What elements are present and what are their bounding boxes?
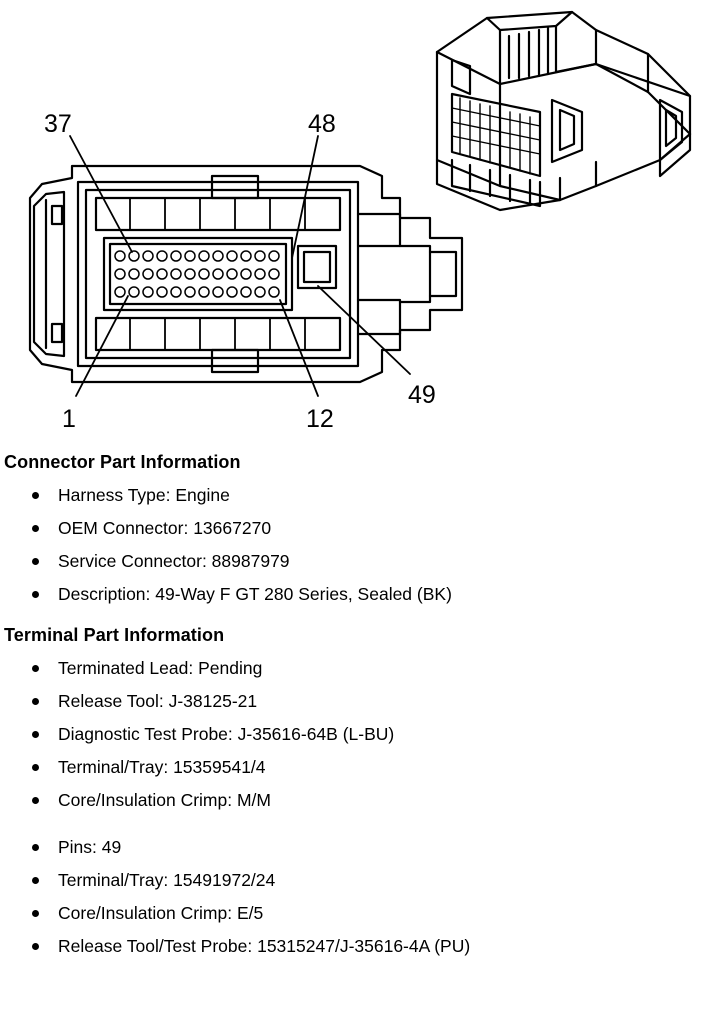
list-item: [0, 864, 704, 897]
list-item-label: Core/Insulation Crimp: E/5: [58, 903, 264, 923]
bullet-icon: [32, 665, 39, 672]
bullet-icon: [32, 731, 39, 738]
connector-front-view: [30, 166, 462, 382]
terminal-part-information-list-group-1: [0, 652, 704, 817]
bullet-icon: [32, 877, 39, 884]
list-item-label: Terminated Lead: Pending: [58, 658, 263, 678]
list-item: [0, 831, 704, 864]
callout-12: 12: [306, 405, 334, 433]
terminal-part-information-list-group-2: [0, 831, 704, 963]
list-item-label: Terminal/Tray: 15491972/24: [58, 870, 276, 890]
callout-1: 1: [62, 405, 76, 433]
list-item-label: Pins: 49: [58, 837, 122, 857]
list-item: [0, 718, 704, 751]
list-item-label: Release Tool/Test Probe: 15315247/J-35616-4A (PU): [58, 936, 471, 956]
connector-part-information-title: Connector Part Information: [4, 452, 241, 472]
list-item: [0, 578, 704, 611]
bullet-icon: [32, 797, 39, 804]
list-item: [0, 545, 704, 578]
list-item-label: Harness Type: Engine: [58, 485, 230, 505]
terminal-part-information-title: Terminal Part Information: [4, 625, 225, 645]
callout-49: 49: [408, 381, 436, 409]
list-item: [0, 784, 704, 817]
connector-part-information-list: [0, 479, 704, 611]
list-item-label: Terminal/Tray: 15359541/4: [58, 757, 266, 777]
part-information-content: [0, 452, 704, 977]
list-item: [0, 751, 704, 784]
callout-37: 37: [44, 110, 72, 138]
connector-isometric-view: [437, 12, 690, 210]
list-item-label: Service Connector: 88987979: [58, 551, 290, 571]
callout-48: 48: [308, 110, 336, 138]
list-item: [0, 685, 704, 718]
bullet-icon: [32, 698, 39, 705]
bullet-icon: [32, 525, 39, 532]
list-item-label: OEM Connector: 13667270: [58, 518, 272, 538]
list-item: [0, 930, 704, 963]
list-item: [0, 479, 704, 512]
connector-diagram: [0, 0, 704, 450]
bullet-icon: [32, 764, 39, 771]
bullet-icon: [32, 910, 39, 917]
bullet-icon: [32, 844, 39, 851]
bullet-icon: [32, 943, 39, 950]
connector-diagram-svg: [0, 0, 704, 450]
list-item: [0, 897, 704, 930]
bullet-icon: [32, 591, 39, 598]
list-item: [0, 512, 704, 545]
callout-labels: [44, 110, 436, 433]
list-item-label: Diagnostic Test Probe: J-35616-64B (L-BU): [58, 724, 395, 744]
bullet-icon: [32, 492, 39, 499]
bullet-icon: [32, 558, 39, 565]
list-item-label: Description: 49-Way F GT 280 Series, Sealed (BK): [58, 584, 452, 604]
list-item-label: Core/Insulation Crimp: M/M: [58, 790, 271, 810]
list-item: [0, 652, 704, 685]
list-item-label: Release Tool: J-38125-21: [58, 691, 258, 711]
